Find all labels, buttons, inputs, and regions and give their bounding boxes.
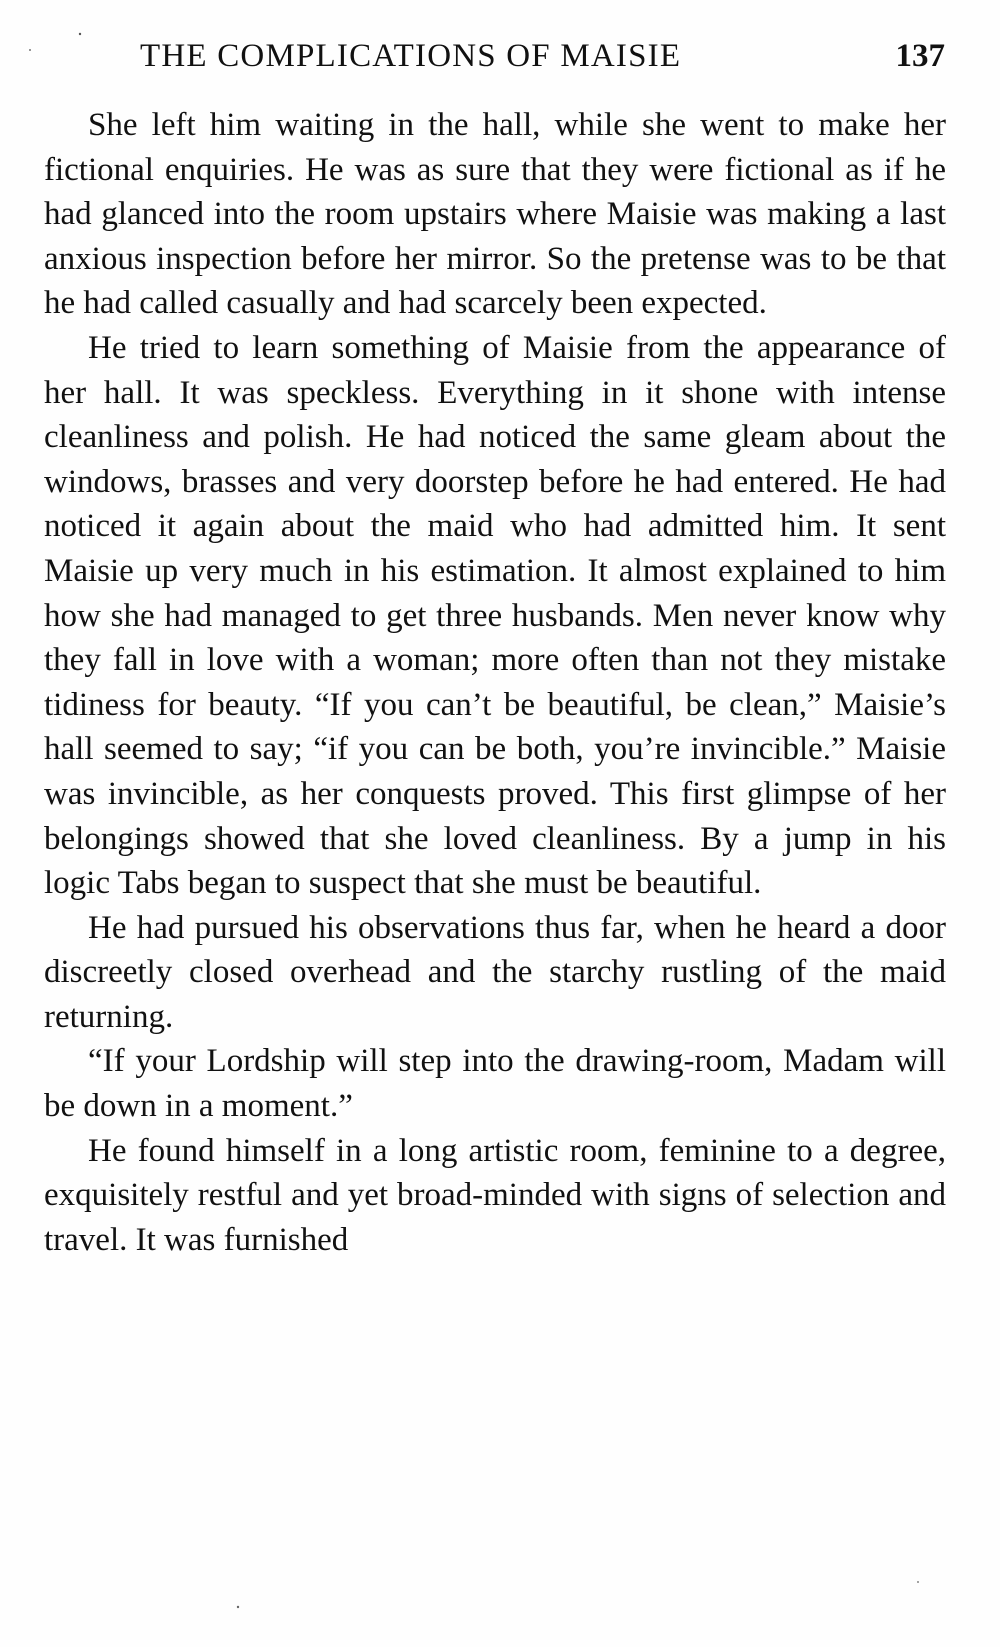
paper-speck: [29, 49, 31, 51]
paragraph: He found himself in a long artistic room, feminine to a degree, exquisitely restful and yet broad-minded with signs of selection and travel. It was furnished: [44, 1132, 946, 1258]
body-text: [44, 103, 946, 1262]
page-number: 137: [895, 38, 945, 74]
running-title: THE COMPLICATIONS OF MAISIE: [140, 38, 682, 74]
paragraph: She left him waiting in the hall, while she went to make her fictional enquiries. He was as sure that they were fictional as if he had glanced into the room upstairs where Maisie was making a last anxious inspection before her mirror. So the pretense was to be that he had called casually and had scarcely been expected.: [44, 107, 946, 322]
paper-speck: [237, 1606, 239, 1608]
paper-speck: [917, 1581, 919, 1583]
paper-speck: [79, 33, 81, 35]
paragraph: “If your Lordship will step into the drawing-room, Madam will be down in a moment.”: [44, 1043, 946, 1125]
paragraph: He tried to learn something of Maisie from the appearance of her hall. It was speckless. Everything in it shone with intense cleanliness and polish. He had noticed the same gleam about the windows, brasses and very doorstep before he had entered. He had noticed it again about the maid who had admitted him. It sent Maisie up very much in his estimation. It almost explained to him how she had managed to get three husbands. Men never know why they fall in love with a woman; more often than not they mistake tidiness for beauty. “If you can’t be beautiful, be clean,” Maisie’s hall seemed to say; “if you can be both, you’re invincible.” Maisie was invincible, as her conquests proved. This first glimpse of her belongings showed that she loved cleanliness. By a jump in his logic Tabs began to suspect that she must be beautiful.: [44, 329, 946, 902]
page-header: [140, 38, 945, 88]
paragraph: He had pursued his observations thus far, when he heard a door discreetly closed overhead and the starchy rustling of the maid returning.: [44, 909, 946, 1035]
